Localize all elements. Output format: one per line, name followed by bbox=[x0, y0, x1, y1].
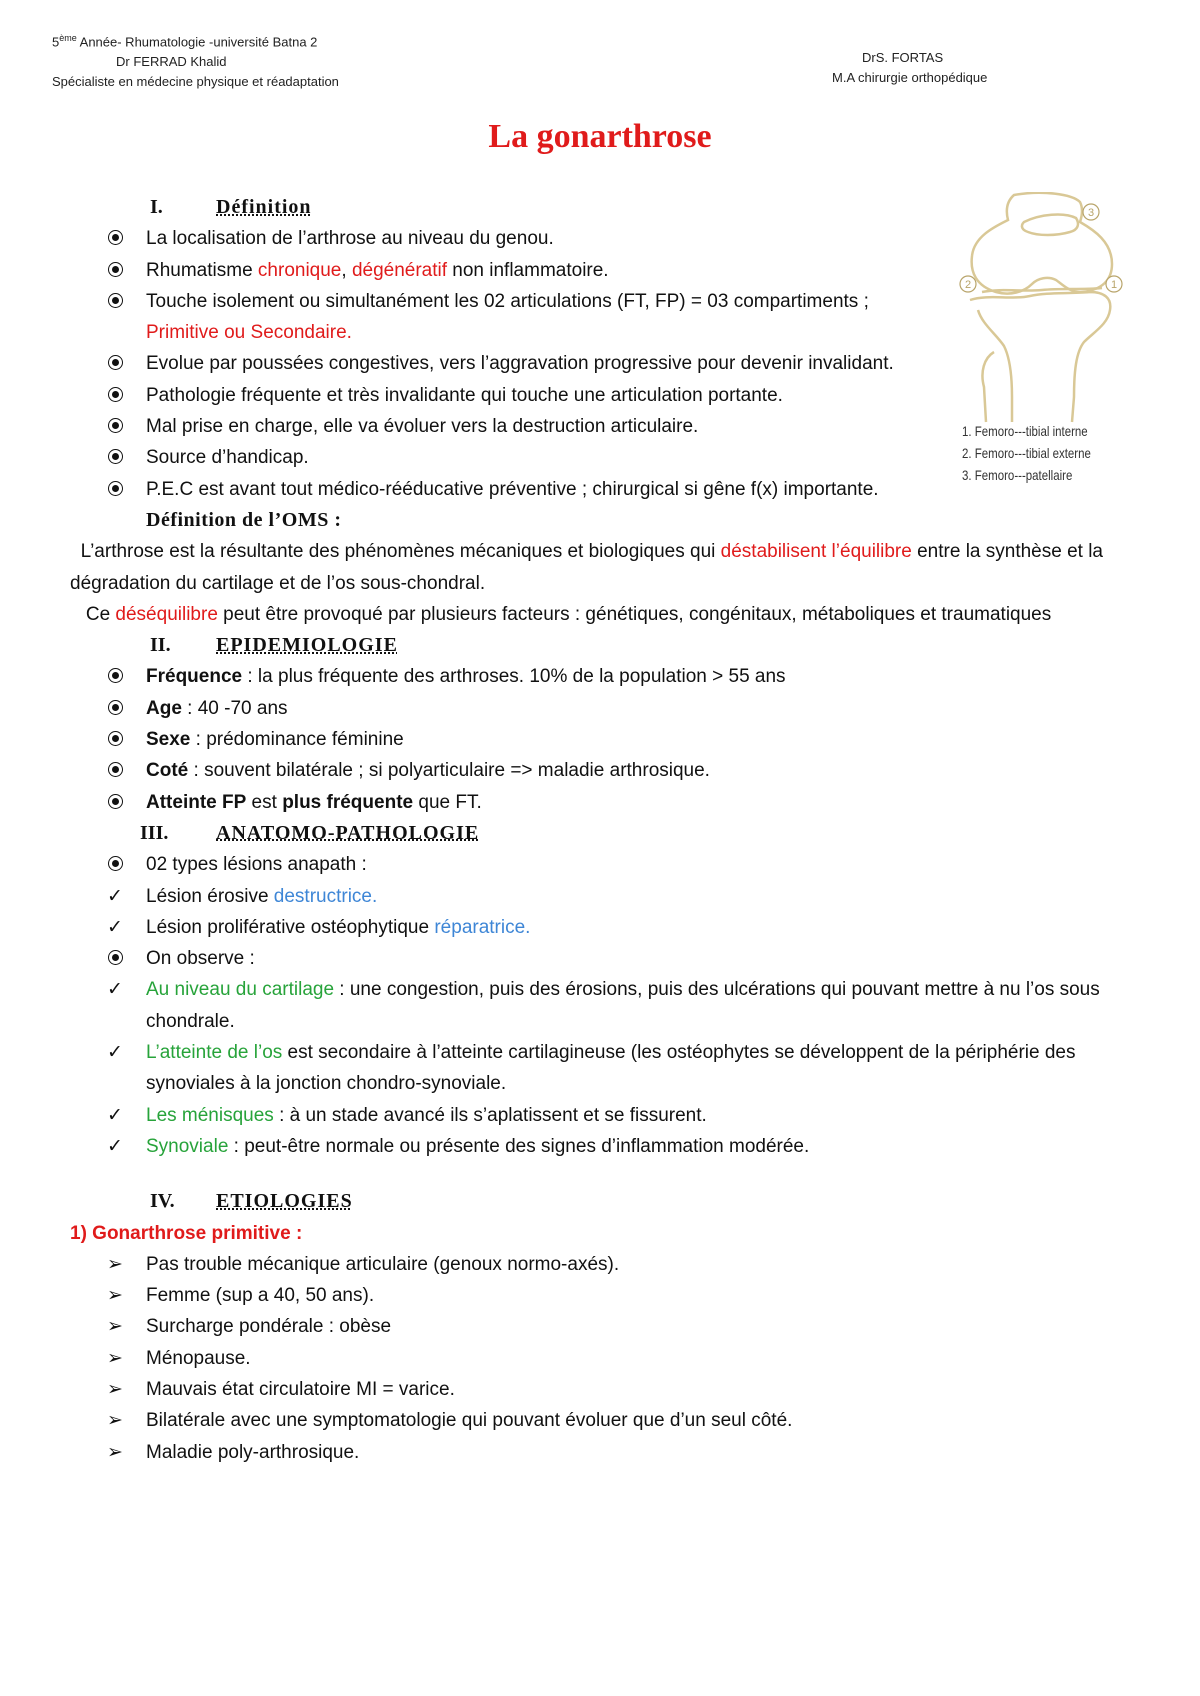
legend-item: 1. Femoro---tibial interne bbox=[962, 423, 1088, 439]
radio-bullet-icon bbox=[104, 693, 126, 724]
radio-bullet-icon bbox=[104, 286, 126, 317]
header-author-1: Dr FERRAD Khalid bbox=[116, 54, 227, 70]
radio-bullet-icon bbox=[104, 724, 126, 755]
arrow-bullet-icon: ➢ bbox=[107, 1285, 123, 1307]
marker-2: 2 bbox=[964, 279, 972, 291]
list-item: Age : 40 -70 ans bbox=[70, 693, 1140, 724]
check-icon: ✓ bbox=[107, 979, 123, 1001]
list-item: ✓ Lésion proliférative ostéophytique réparatrice. bbox=[70, 912, 1140, 943]
arrow-bullet-icon: ➢ bbox=[107, 1316, 123, 1338]
list-item: ✓ Les ménisques : à un stade avancé ils s’aplatissent et se fissurent. bbox=[70, 1100, 1140, 1131]
spacer bbox=[70, 1162, 1140, 1186]
list-item: ✓ L’atteinte de l’os est secondaire à l’atteinte cartilagineuse (les ostéophytes se développent de la périphérie des synoviales à la jonction chondro-synoviale. bbox=[70, 1037, 1140, 1100]
radio-bullet-icon bbox=[104, 223, 126, 254]
header-author-2: DrS. FORTAS bbox=[862, 50, 944, 65]
radio-bullet-icon bbox=[104, 849, 126, 880]
list-item: Mal prise en charge, elle va évoluer vers la destruction articulaire. bbox=[70, 411, 1140, 442]
header-right bbox=[832, 48, 987, 88]
check-icon: ✓ bbox=[107, 885, 123, 907]
header-author-1-title: Spécialiste en médecine physique et réadaptation bbox=[52, 74, 339, 90]
list-item: ➢ Surcharge pondérale : obèse bbox=[70, 1311, 1140, 1342]
check-icon: ✓ bbox=[107, 1104, 123, 1126]
header-left bbox=[52, 28, 339, 92]
legend-item: 2. Femoro---tibial externe bbox=[962, 445, 1091, 461]
radio-bullet-icon bbox=[104, 943, 126, 974]
check-icon: ✓ bbox=[107, 916, 123, 938]
list-item: ✓ Synoviale : peut-être normale ou présente des signes d’inflammation modérée. bbox=[70, 1131, 1140, 1162]
list-item: ➢ Femme (sup a 40, 50 ans). bbox=[70, 1280, 1140, 1311]
arrow-bullet-icon: ➢ bbox=[107, 1441, 123, 1463]
list-item: Pathologie fréquente et très invalidante qui touche une articulation portante. bbox=[70, 380, 1140, 411]
legend-item: 3. Femoro---patellaire bbox=[962, 467, 1073, 483]
arrow-bullet-icon: ➢ bbox=[107, 1378, 123, 1400]
list-item: ✓ Au niveau du cartilage : une congestion, puis des érosions, puis des ulcérations qui pouvant mettre à nu l’os sous chondrale. bbox=[70, 974, 1140, 1037]
list-item: La localisation de l’arthrose au niveau du genou. bbox=[70, 223, 1140, 254]
radio-bullet-icon bbox=[104, 474, 126, 505]
list-item: ➢ Ménopause. bbox=[70, 1343, 1140, 1374]
radio-bullet-icon bbox=[104, 787, 126, 818]
radio-bullet-icon bbox=[104, 411, 126, 442]
list-item: 02 types lésions anapath : bbox=[70, 849, 1140, 880]
radio-bullet-icon bbox=[104, 442, 126, 473]
list-item: On observe : bbox=[70, 943, 1140, 974]
list-item: ➢ Maladie poly-arthrosique. bbox=[70, 1437, 1140, 1468]
list-item: ➢ Pas trouble mécanique articulaire (genoux normo-axés). bbox=[70, 1249, 1140, 1280]
section-heading-etiologies: IV. ETIOLOGIES bbox=[150, 1190, 353, 1213]
list-item: Evolue par poussées congestives, vers l’aggravation progressive pour devenir invalidant. bbox=[70, 348, 936, 379]
radio-bullet-icon bbox=[104, 348, 126, 379]
oms-definition-heading: Définition de l’OMS : bbox=[146, 508, 342, 531]
page-title: La gonarthrose bbox=[488, 118, 712, 155]
list-item: P.E.C est avant tout médico-rééducative préventive ; chirurgical si gêne f(x) importante. bbox=[70, 474, 1140, 505]
oms-paragraph-2: Ce déséquilibre peut être provoqué par plusieurs facteurs : génétiques, congénitaux, métaboliques et traumatiques bbox=[85, 603, 1052, 625]
arrow-bullet-icon: ➢ bbox=[107, 1410, 123, 1432]
arrow-bullet-icon: ➢ bbox=[107, 1253, 123, 1275]
radio-bullet-icon bbox=[104, 755, 126, 786]
section-heading-epidemiologie: II. EPIDEMIOLOGIE bbox=[150, 634, 398, 657]
list-item: Sexe : prédominance féminine bbox=[70, 724, 1140, 755]
list-item: Atteinte FP est plus fréquente que FT. bbox=[70, 787, 1140, 818]
section-heading-definition: I. Définition bbox=[150, 196, 312, 218]
radio-bullet-icon bbox=[104, 255, 126, 286]
marker-1: 1 bbox=[1110, 279, 1118, 291]
list-item: Source d’handicap. bbox=[70, 442, 1140, 473]
subheading-gonarthrose-primitive: 1) Gonarthrose primitive : bbox=[70, 1222, 303, 1244]
list-item: ✓ Lésion érosive destructrice. bbox=[70, 881, 1140, 912]
section-heading-anatomo-pathologie: III. ANATOMO-PATHOLOGIE bbox=[140, 821, 480, 844]
list-item: Coté : souvent bilatérale ; si polyarticulaire => maladie arthrosique. bbox=[70, 755, 1140, 786]
radio-bullet-icon bbox=[104, 380, 126, 411]
oms-paragraph-1: L’arthrose est la résultante des phénomènes mécaniques et biologiques qui déstabilisent l’équilibre entre la synthèse et la dégradation du cartilage et de l’os sous-chondral. bbox=[70, 541, 1103, 594]
list-item: Touche isolement ou simultanément les 02 articulations (FT, FP) = 03 compartiments ; Primitive ou Secondaire. bbox=[70, 286, 936, 349]
document-body bbox=[70, 192, 1140, 1468]
check-icon: ✓ bbox=[107, 1042, 123, 1064]
arrow-bullet-icon: ➢ bbox=[107, 1347, 123, 1369]
header-author-2-title: M.A chirurgie orthopédique bbox=[832, 70, 988, 85]
list-item: ➢ Mauvais état circulatoire MI = varice. bbox=[70, 1374, 1140, 1405]
header-course: 5ème Année- Rhumatologie -université Batna 2 bbox=[52, 33, 318, 50]
list-item: Rhumatisme chronique, dégénératif non inflammatoire. bbox=[70, 255, 1140, 286]
marker-3: 3 bbox=[1087, 207, 1095, 219]
list-item: ➢ Bilatérale avec une symptomatologie qui pouvant évoluer que d’un seul côté. bbox=[70, 1405, 1140, 1436]
list-item: Fréquence : la plus fréquente des arthroses. 10% de la population > 55 ans bbox=[70, 661, 1140, 692]
radio-bullet-icon bbox=[104, 661, 126, 692]
check-icon: ✓ bbox=[107, 1135, 123, 1157]
